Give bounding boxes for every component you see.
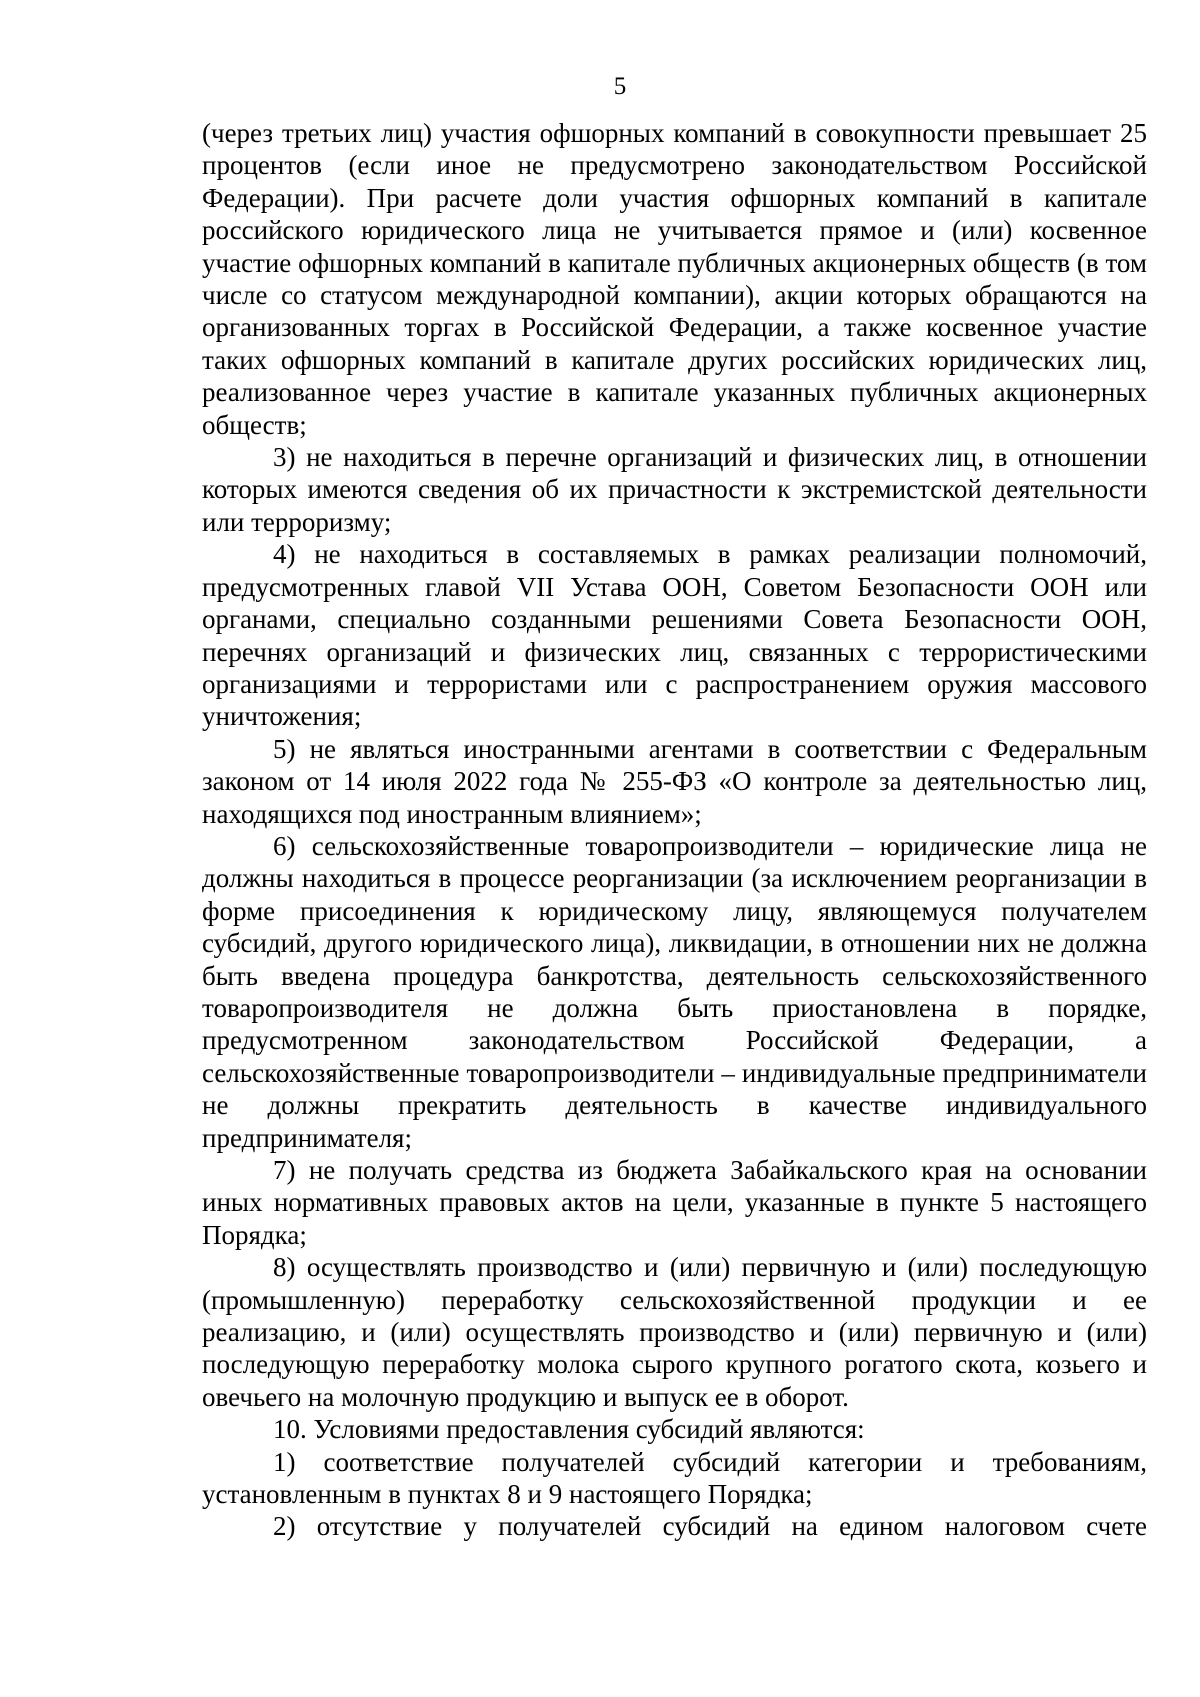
paragraph-item-5: 5) не являться иностранными агентами в соответствии с Федеральным законом от 14 июля 2022 года № 255-ФЗ «О контроле за деятельностью лиц, находящихся под иностранным влиянием»; xyxy=(202,733,1147,829)
paragraph-item-3: 3) не находиться в перечне организаций и физических лиц, в отношении которых имеются сведения об их причастности к экстремистской деятельности или терроризму; xyxy=(202,442,1147,537)
paragraph-continuation: (через третьих лиц) участия офшорных компаний в совокупности превышает 25 процентов (если иное не предусмотрено законодательством Российской Федерации). При расчете доли участия офшорных компаний в капитале российского юридического лица не учитывается прямое и (или) косвенное участие офшорных компаний в капитале публичных акционерных обществ (в том числе со статусом международной компании), акции которых обращаются на организованных торгах в Российской Федерации, а также косвенное участие таких офшорных компаний в капитале других российских юридических лиц, реализованное через участие в капитале указанных публичных акционерных обществ; xyxy=(202,118,1147,440)
paragraph-condition-2: 2) отсутствие у получателей субсидий на едином налоговом счете xyxy=(273,1511,1147,1542)
paragraph-item-4: 4) не находиться в составляемых в рамках реализации полномочий, предусмотренных главой VII Устава ООН, Советом Безопасности ООН или органами, специально созданными решениями Совета Безопасности ООН, перечнях организаций и физических лиц, связанных с террористическими организациями и террористами или с распространением оружия массового уничтожения; xyxy=(202,539,1147,732)
paragraph-section-10: 10. Условиями предоставления субсидий являются: xyxy=(273,1414,865,1445)
paragraph-item-7: 7) не получать средства из бюджета Забайкальского края на основании иных нормативных правовых актов на цели, указанные в пункте 5 настоящего Порядка; xyxy=(202,1155,1147,1250)
page-number: 5 xyxy=(613,73,627,100)
paragraph-item-6: 6) сельскохозяйственные товаропроизводители – юридические лица не должны находиться в процессе реорганизации (за исключением реорганизации в форме присоединения к юридическому лицу, являющемуся получателем субсидий, другого юридического лица), ликвидации, в отношении них не должна быть введена процедура банкротства, деятельность сельскохозяйственного товаропроизводителя не должна быть приостановлена в порядке, предусмотренном законодательством Российской Федерации, а сельскохозяйственные товаропроизводители – индивидуальные предприниматели не должны прекратить деятельность в качестве индивидуального предпринимателя; xyxy=(202,830,1147,1153)
document-body xyxy=(202,117,1147,1543)
paragraph-condition-1: 1) соответствие получателей субсидий категории и требованиям, установленным в пунктах 8 и 9 настоящего Порядка; xyxy=(202,1446,1147,1510)
paragraph-item-8: 8) осуществлять производство и (или) первичную и (или) последующую (промышленную) переработку сельскохозяйственной продукции и ее реализацию, и (или) осуществлять производство и (или) первичную и (или) последующую переработку молока сырого крупного рогатого скота, козьего и овечьего на молочную продукцию и выпуск ее в оборот. xyxy=(202,1252,1147,1412)
